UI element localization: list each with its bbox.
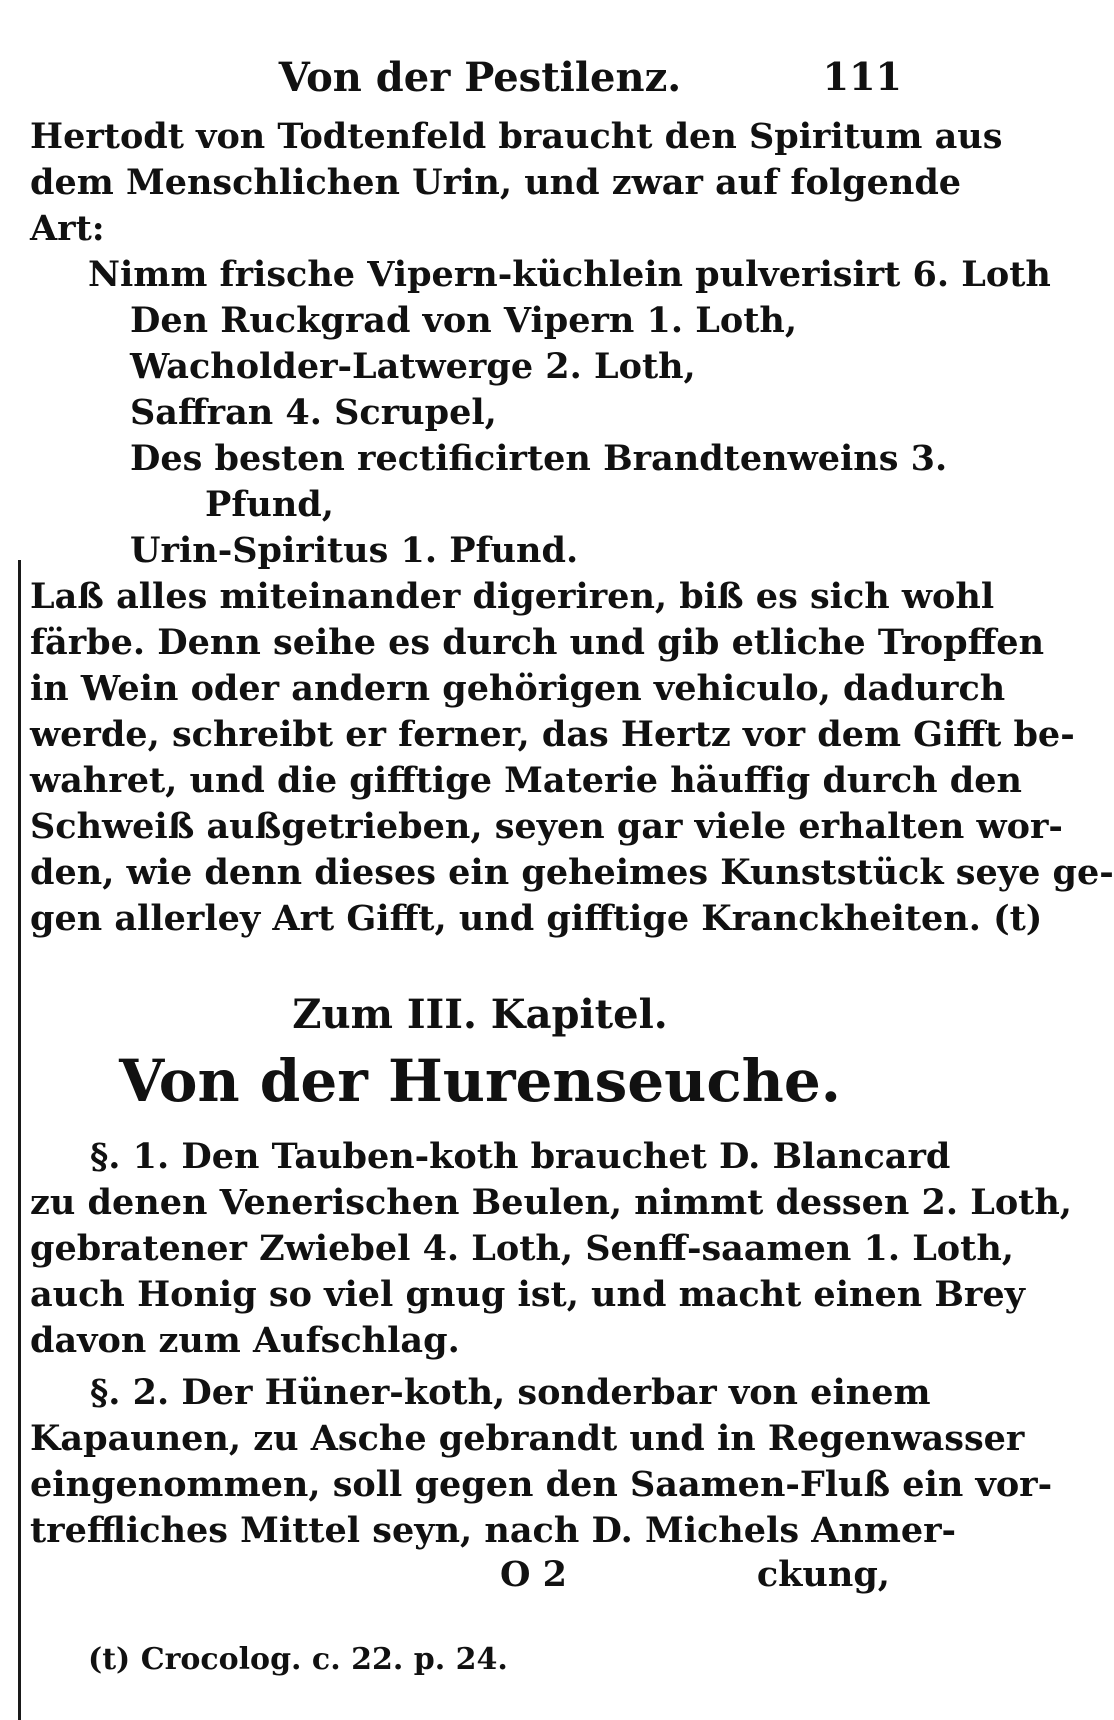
intro-paragraph bbox=[30, 114, 1003, 252]
page-header bbox=[30, 50, 930, 114]
recipe-list bbox=[30, 252, 1051, 574]
recipe-line: Wacholder-Latwerge 2. Loth, bbox=[130, 346, 696, 387]
recipe-line: Urin-Spiritus 1. Pfund. bbox=[130, 530, 579, 571]
recipe-line: Saffran 4. Scrupel, bbox=[130, 392, 497, 433]
section-1 bbox=[30, 1134, 1072, 1364]
footnote: (t) Crocolog. c. 22. p. 24. bbox=[88, 1642, 508, 1677]
signature-row bbox=[30, 1554, 930, 1604]
text-line: wahret, und die gifftige Materie häuffig durch den bbox=[30, 760, 1022, 801]
recipe-line: Nimm frische Vipern-küchlein pulverisirt 6. Loth bbox=[88, 254, 1051, 295]
chapter-heading: Zum III. Kapitel. bbox=[292, 991, 668, 1038]
text-line: Kapaunen, zu Asche gebrandt und in Regenwasser bbox=[30, 1418, 1025, 1459]
text-line: den, wie denn dieses ein geheimes Kunststück seye ge- bbox=[30, 852, 1114, 893]
text-line: davon zum Aufschlag. bbox=[30, 1320, 460, 1361]
text-line: in Wein oder andern gehörigen vehiculo, dadurch bbox=[30, 668, 1006, 709]
text-line: werde, schreibt er ferner, das Hertz vor dem Gifft be- bbox=[30, 714, 1075, 755]
text-line: §. 2. Der Hüner-koth, sonderbar von einem bbox=[90, 1372, 931, 1413]
text-line: gen allerley Art Gifft, und gifftige Kranckheiten. (t) bbox=[30, 898, 1043, 939]
text-line: auch Honig so viel gnug ist, und macht einen Brey bbox=[30, 1274, 1025, 1315]
text-line: Schweiß außgetrieben, seyen gar viele erhalten wor- bbox=[30, 806, 1063, 847]
text-line: Art: bbox=[30, 208, 105, 249]
recipe-line: Den Ruckgrad von Vipern 1. Loth, bbox=[130, 300, 798, 341]
signature-mark: O 2 bbox=[500, 1554, 568, 1595]
running-title: Von der Pestilenz. bbox=[278, 54, 682, 101]
text-line: färbe. Denn seihe es durch und gib etliche Tropffen bbox=[30, 622, 1045, 663]
text-line: §. 1. Den Tauben-koth brauchet D. Blancard bbox=[90, 1136, 951, 1177]
recipe-line: Des besten rectificirten Brandtenweins 3. bbox=[130, 438, 948, 479]
catchword: ckung, bbox=[756, 1554, 890, 1595]
recipe-line: Pfund, bbox=[205, 484, 334, 525]
text-line: dem Menschlichen Urin, und zwar auf folgende bbox=[30, 162, 962, 203]
page-edge-line bbox=[18, 560, 21, 1720]
text-line: gebratener Zwiebel 4. Loth, Senff-saamen 1. Loth, bbox=[30, 1228, 1014, 1269]
section-2 bbox=[30, 1370, 1053, 1554]
book-page bbox=[30, 50, 1114, 1677]
page-number: 111 bbox=[822, 54, 902, 99]
chapter-title: Von der Hurenseuche. bbox=[119, 1047, 841, 1115]
text-line: eingenommen, soll gegen den Saamen-Fluß ein vor- bbox=[30, 1464, 1053, 1505]
text-line: treffliches Mittel seyn, nach D. Michels Anmer- bbox=[30, 1510, 957, 1551]
body-paragraph bbox=[30, 574, 1114, 942]
text-line: zu denen Venerischen Beulen, nimmt dessen 2. Loth, bbox=[30, 1182, 1072, 1223]
text-line: Hertodt von Todtenfeld braucht den Spiritum aus bbox=[30, 116, 1003, 157]
text-line: Laß alles miteinander digeriren, biß es sich wohl bbox=[30, 576, 995, 617]
